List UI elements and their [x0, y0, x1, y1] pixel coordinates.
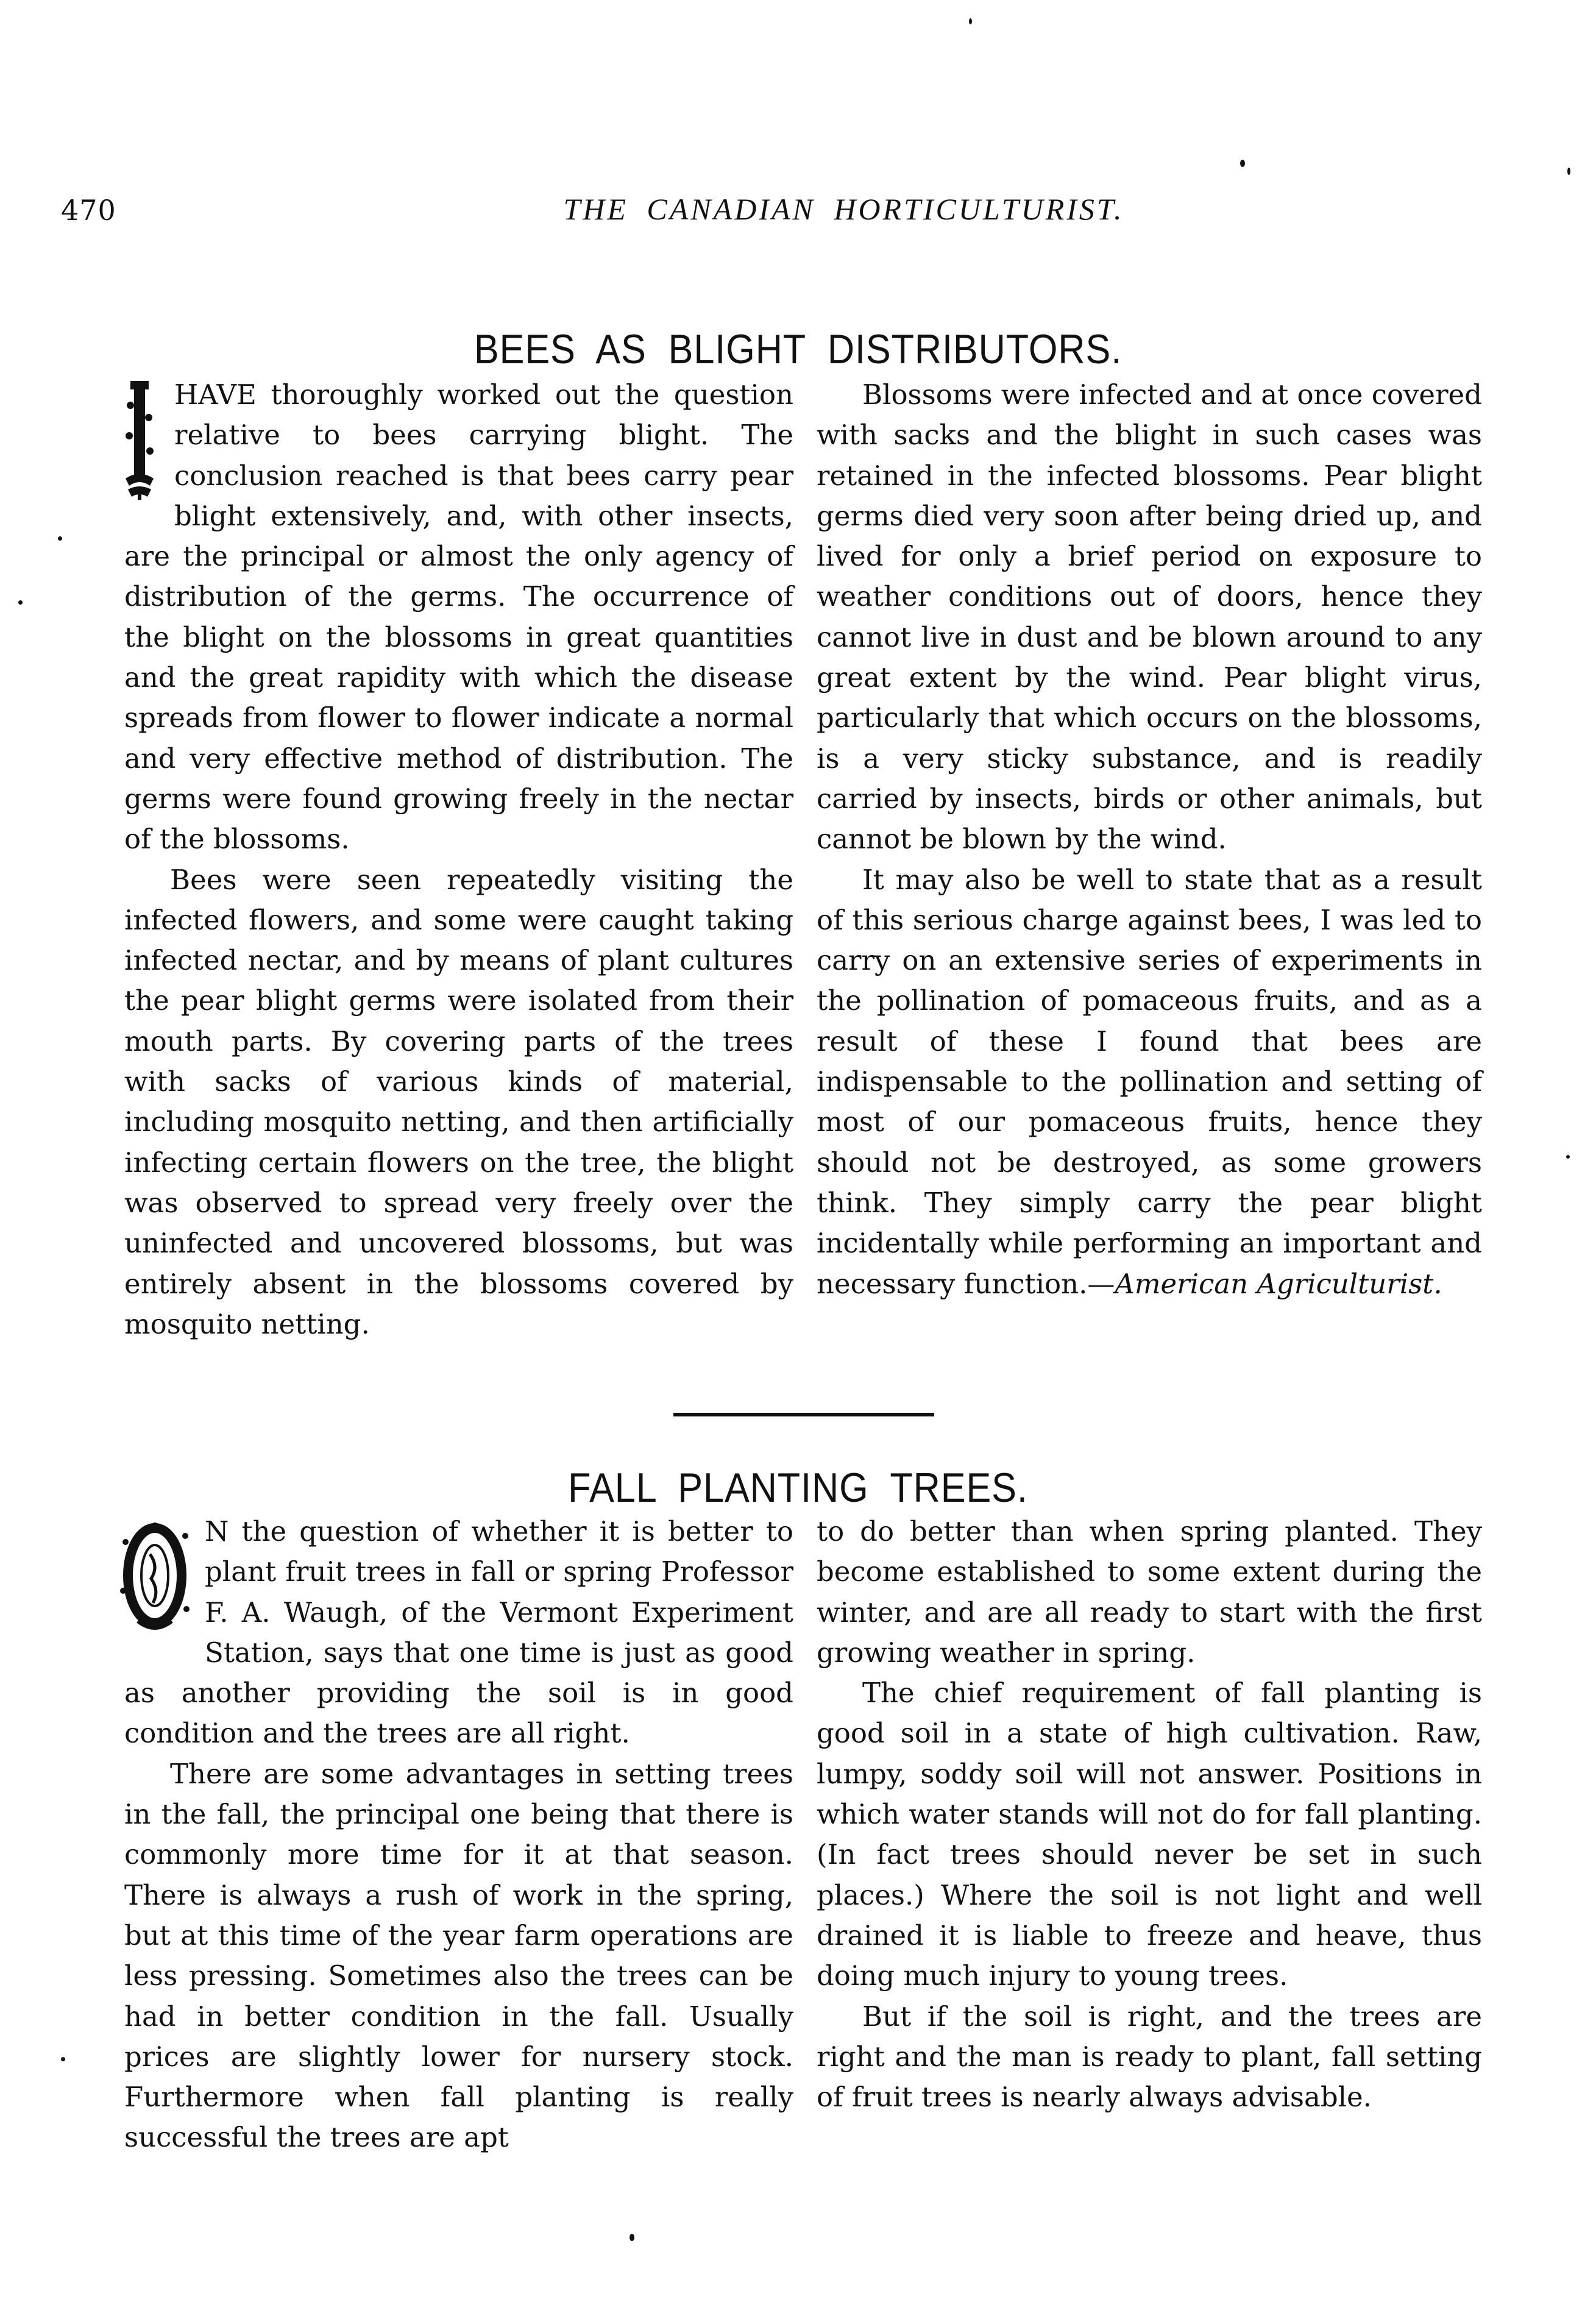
- scan-speck: [630, 2234, 634, 2241]
- scan-speck: [61, 2057, 65, 2061]
- article-title-fall-planting: FALL PLANTING TREES.: [568, 1464, 1028, 1511]
- paragraph: Blossoms were infected and at once covered with sacks and the blight in such cases was retained in the infected blossoms. Pear blight germs died very soon after being dried up, and lived for only a brief period on exposure to weather conditions out of doors, hence they cannot live in dust and be blown around to any great extent by the wind. Pear blight virus, particularly that which occurs on the blossoms, is a very sticky substance, and is readily carried by insects, birds or other animals, but cannot be blown by the wind.: [817, 378, 1482, 856]
- scan-speck: [1566, 1155, 1570, 1159]
- paragraph: to do better than when spring planted. They become established to some extent during the winter, and are all ready to start with the first growing weather in spring.: [817, 1515, 1482, 1669]
- scan-speck: [1240, 160, 1245, 167]
- paragraph: [817, 860, 1482, 1304]
- paragraph: But if the soil is right, and the trees are right and the man is ready to plant, fall setting of fruit trees is nearly always advisable.: [817, 2000, 1482, 2114]
- article-bees-column-right: [817, 375, 1482, 1304]
- source-attribution: —American Agriculturist.: [1087, 1267, 1442, 1300]
- ornamental-drop-cap-o-icon: [119, 1518, 193, 1636]
- paragraph: [124, 375, 793, 860]
- paragraph-text: HAVE thoroughly worked out the question relative to bees carrying blight. The conclusion reached is that bees carry pear blight extensively, and, with other insects, are the principal or almost the only agency of distribution of the germs. The occurrence of the blight on the blossoms in great quantities and the great rapidity with which the disease spreads from flower to flower indicate a normal and very effective method of distribution. The germs were found growing freely in the nectar of the blossoms.: [124, 378, 793, 856]
- paragraph: The chief requirement of fall planting is good soil in a state of high cultivation. Raw, lumpy, soddy soil will not answer. Positions in which water stands will not do for fall planting. (In fact trees should never be set in such places.) Where the soil is not light and well drained it is liable to freeze and heave, thus doing much injury to young trees.: [817, 1677, 1482, 1992]
- paragraph: Bees were seen repeatedly visiting the infected flowers, and some were caught taking infected nectar, and by means of plant cultures the pear blight germs were isolated from their mouth parts. By covering parts of the trees with sacks of various kinds of material, including mosquito netting, and then artificially infecting certain flowers on the tree, the blight was observed to spread very freely over the uninfected and uncovered blossoms, but was entirely absent in the blossoms covered by mosquito netting.: [124, 863, 793, 1340]
- paragraph-text: N the question of whether it is better to plant fruit trees in fall or spring Professor F. A. Waugh, of the Vermont Experiment Station, says that one time is just as good as another providing the soil is in good condition and the trees are all right.: [124, 1515, 793, 1750]
- scan-speck: [18, 600, 23, 605]
- running-head: THE CANADIAN HORTICULTURIST.: [563, 192, 1124, 226]
- ornamental-drop-cap-i-icon: [119, 381, 162, 500]
- scan-speck: [969, 18, 972, 24]
- article-bees-column-left: [124, 375, 793, 1345]
- article-fall-column-right: [817, 1512, 1482, 2117]
- article-title-bees: BEES AS BLIGHT DISTRIBUTORS.: [473, 325, 1123, 372]
- paragraph-text: It may also be well to state that as a result of this serious charge against bees, I was led to carry on an extensive series of experiments in the pollination of pomaceous fruits, and as a result of these I found that bees are indispensable to the pollination and setting of most of our pomaceous fruits, hence they should not be destroyed, as some growers think. They simply carry the pear blight incidentally while performing an important and necessary function.: [817, 863, 1482, 1300]
- scan-speck: [1567, 168, 1570, 175]
- article-fall-column-left: [124, 1512, 793, 2158]
- paragraph: There are some advantages in setting trees in the fall, the principal one being that there is commonly more time for it at that season. There is always a rush of work in the spring, but at this time of the year farm operations are less pressing. Sometimes also the trees can be had in better condition in the fall. Usually prices are slightly lower for nursery stock. Furthermore when fall planting is really successful the trees are apt: [124, 1757, 793, 2154]
- section-divider-rule: [673, 1413, 934, 1416]
- paragraph: [124, 1512, 793, 1754]
- scan-speck: [58, 536, 62, 541]
- page-number: 470: [61, 194, 116, 227]
